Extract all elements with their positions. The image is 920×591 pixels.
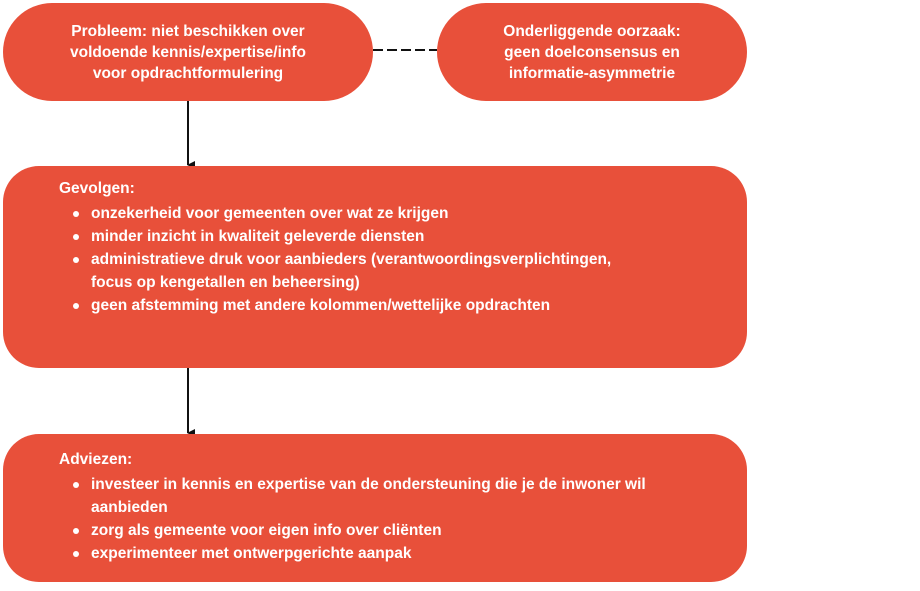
gevolgen-item: minder inzicht in kwaliteit geleverde diensten [91, 225, 656, 248]
adviezen-item: experimenteer met ontwerpgerichte aanpak [91, 542, 661, 565]
cause-line: geen doelconsensus en [504, 43, 680, 61]
gevolgen-item: onzekerheid voor gemeenten over wat ze krijgen [91, 202, 656, 225]
gevolgen-item: geen afstemming met andere kolommen/wettelijke opdrachten [91, 294, 656, 317]
problem-line: voor opdrachtformulering [92, 64, 284, 82]
adviezen-item: investeer in kennis en expertise van de ondersteuning die je de inwoner wil aanbieden [91, 473, 661, 519]
adviezen-heading: Adviezen: [59, 451, 133, 468]
gevolgen-item: administratieve druk voor aanbieders (verantwoordingsverplichtingen, focus op kengetallen en beheersing) [91, 248, 656, 294]
adviezen-list [59, 473, 747, 565]
cause-line: Onderliggende oorzaak: [503, 22, 681, 40]
problem-line: voldoende kennis/expertise/info [69, 43, 306, 61]
gevolgen-box [3, 166, 747, 368]
cause-box [437, 3, 747, 101]
problem-line: Probleem: niet beschikken over [71, 22, 305, 40]
cause-line: informatie-asymmetrie [508, 64, 676, 82]
adviezen-item: zorg als gemeente voor eigen info over cliënten [91, 519, 661, 542]
adviezen-box [3, 434, 747, 582]
gevolgen-heading: Gevolgen: [59, 180, 135, 197]
gevolgen-list [59, 202, 747, 317]
problem-box [3, 3, 373, 101]
